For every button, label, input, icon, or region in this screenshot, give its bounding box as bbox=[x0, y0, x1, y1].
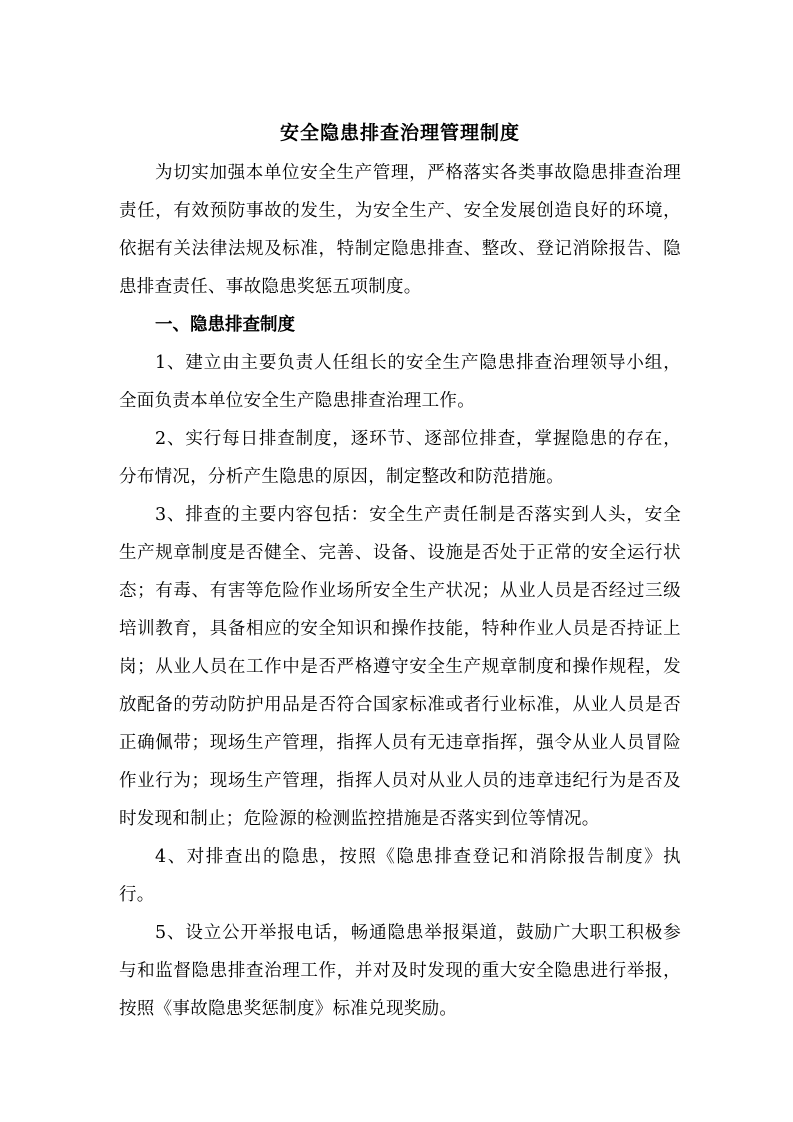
document-page bbox=[119, 118, 681, 1028]
list-item: 2、实行每日排查制度，逐环节、逐部位排查，掌握隐患的存在，分布情况，分析产生隐患的原因，制定整改和防范措施。 bbox=[119, 429, 681, 487]
section-heading: 一、隐患排查制度 bbox=[155, 315, 295, 335]
list-item: 5、设立公开举报电话，畅通隐患举报渠道，鼓励广大职工积极参与和监督隐患排查治理工作，并对及时发现的重大安全隐患进行举报，按照《事故隐患奖惩制度》标准兑现奖励。 bbox=[119, 923, 681, 1019]
list-item: 4、对排查出的隐患，按照《隐患排查登记和消除报告制度》执行。 bbox=[119, 847, 681, 905]
document-title: 安全隐患排查治理管理制度 bbox=[279, 122, 520, 144]
list-item: 3、排查的主要内容包括：安全生产责任制是否落实到人头，安全生产规章制度是否健全、完善、设备、设施是否处于正常的安全运行状态；有毒、有害等危险作业场所安全生产状况；从业人员是否经过三级培训教育，具备相应的安全知识和操作技能，特种作业人员是否持证上岗；从业人员在工作中是否严格遵守安全生产规章制度和操作规程，发放配备的劳动防护用品是否符合国家标准或者行业标准，从业人员是否正确佩带；现场生产管理，指挥人员有无违章指挥，强令从业人员冒险作业行为；现场生产管理，指挥人员对从业人员的违章违纪行为是否及时发现和制止；危险源的检测监控措施是否落实到位等情况。 bbox=[119, 505, 681, 829]
list-item: 1、建立由主要负责人任组长的安全生产隐患排查治理领导小组，全面负责本单位安全生产隐患排查治理工作。 bbox=[119, 353, 681, 411]
intro-paragraph: 为切实加强本单位安全生产管理，严格落实各类事故隐患排查治理责任，有效预防事故的发生，为安全生产、安全发展创造良好的环境，依据有关法律法规及标准，特制定隐患排查、整改、登记消除报告、隐患排查责任、事故隐患奖惩五项制度。 bbox=[119, 163, 681, 297]
